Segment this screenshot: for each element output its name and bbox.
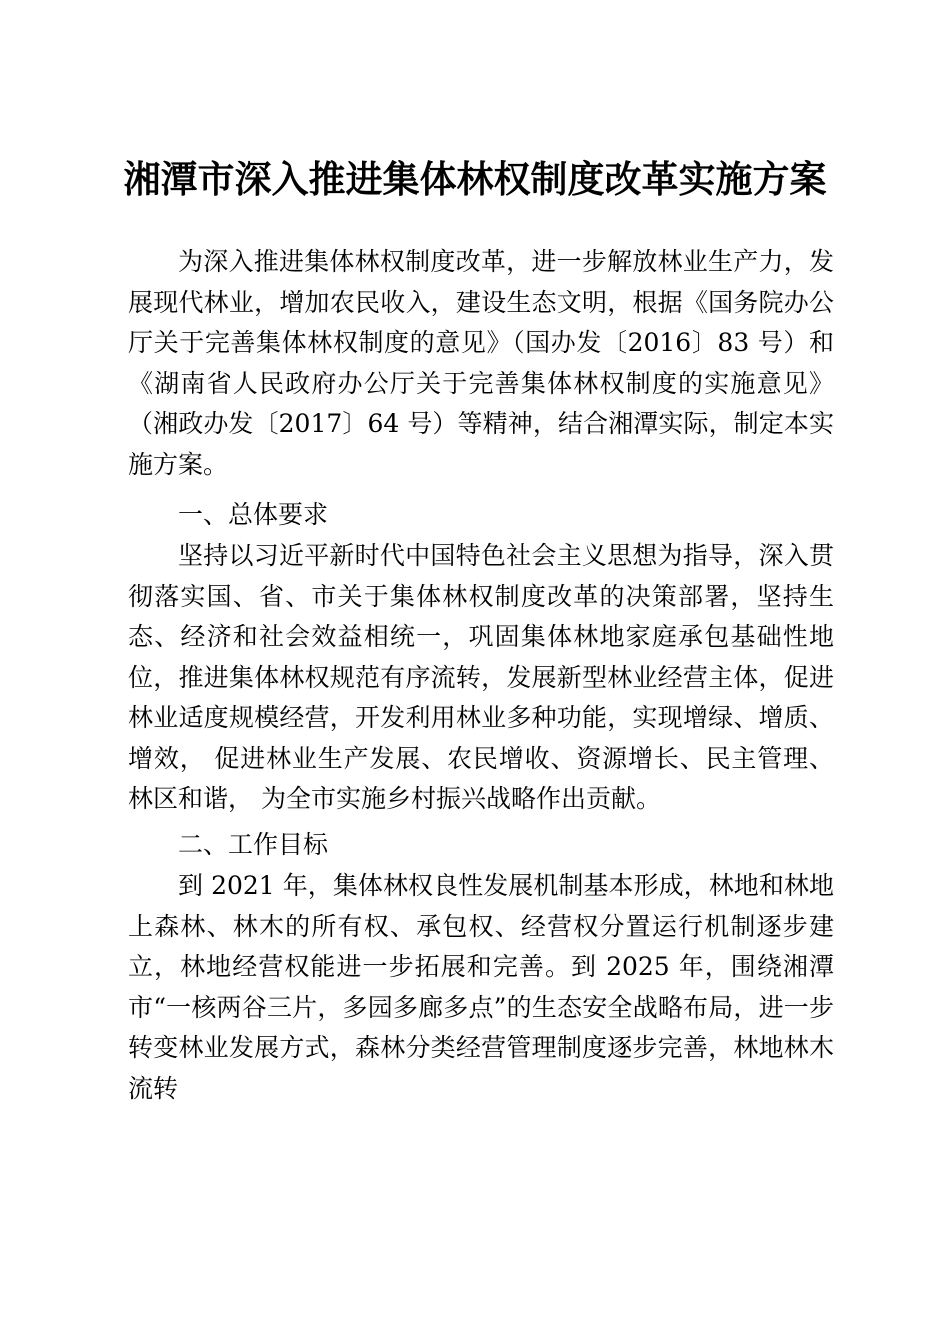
section-2-body [128, 866, 834, 1109]
section-heading: 一、总体要求 [178, 500, 329, 529]
intro-text: 为深入推进集体林权制度改革，进一步解放林业生产力，发展现代林业，增加农民收入，建设生态文明，根据《国务院办公厅关于完善集体林权制度的意见》（国办发〔2016〕83 号）和《湖南省人民政府办公厅关于完善集体林权制度的实施意见》（湘政办发〔2017〕64 号）等精神，结合湘潭实际，制定本实施方案。 [128, 247, 834, 479]
intro-paragraph [128, 242, 834, 485]
section-paragraph: 坚持以习近平新时代中国特色社会主义思想为指导，深入贯彻落实国、省、市关于集体林权制度改革的决策部署，坚持生态、经济和社会效益相统一，巩固集体林地家庭承包基础性地位，推进集体林权规范有序流转，发展新型林业经营主体，促进林业适度规模经营，开发利用林业多种功能，实现增绿、增质、增效， 促进林业生产发展、农民增收、资源增长、民主管理、林区和谐， 为全市实施乡村振兴战略作出贡献。 [128, 541, 834, 813]
section-paragraph: 到 2021 年，集体林权良性发展机制基本形成，林地和林地上森林、林木的所有权、承包权、经营权分置运行机制逐步建立，林地经营权能进一步拓展和完善。到 2025 年，围绕湘潭市“一核两谷三片，多园多廊多点”的生态安全战略布局，进一步转变林业发展方式，森林分类经营管理制度逐步完善，林地林木流转 [128, 871, 834, 1103]
section-2 [128, 825, 834, 866]
section-1 [128, 495, 834, 536]
document-title: 湘潭市深入推进集体林权制度改革实施方案 [123, 158, 827, 201]
section-heading: 二、工作目标 [178, 830, 329, 859]
section-1-body [128, 536, 834, 820]
